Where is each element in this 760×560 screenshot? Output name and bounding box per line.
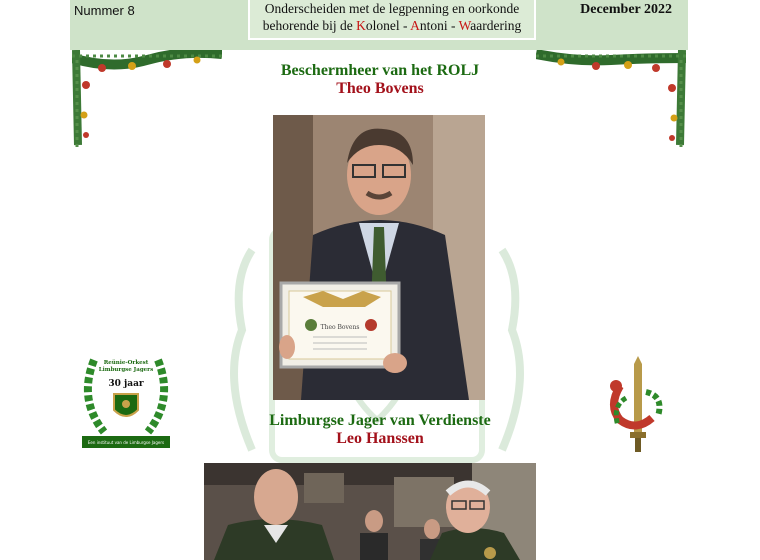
subtitle-line-2: behorende bij de Kolonel - Antoni - Waardering bbox=[262, 18, 522, 33]
issue-number: Nummer 8 bbox=[74, 3, 135, 18]
section2-title: Limburgse Jager van Verdienste bbox=[269, 412, 491, 429]
logo-line-2: Limburgse Jagers bbox=[98, 367, 154, 373]
newsletter-header bbox=[70, 0, 688, 50]
logo-ribbon-text: Een instituut van de Limburgse Jagers bbox=[87, 440, 165, 445]
logo-line-1: Reünie-Orkest bbox=[103, 360, 149, 366]
section1-title: Beschermheer van het ROLJ bbox=[280, 62, 480, 79]
subtitle-line-1: Onderscheiden met de legpenning en oorkonde bbox=[264, 1, 520, 16]
header-subtitle bbox=[248, 0, 536, 40]
photo-leo-hanssen bbox=[204, 463, 536, 560]
logo-30-jaar: 30 jaar bbox=[108, 379, 144, 389]
section2-name: Leo Hanssen bbox=[336, 430, 424, 447]
issue-date: December 2022 bbox=[580, 2, 672, 17]
certificate-name: Theo Bovens bbox=[320, 324, 360, 331]
photo-theo-bovens bbox=[273, 115, 485, 400]
section1-name: Theo Bovens bbox=[336, 80, 424, 97]
